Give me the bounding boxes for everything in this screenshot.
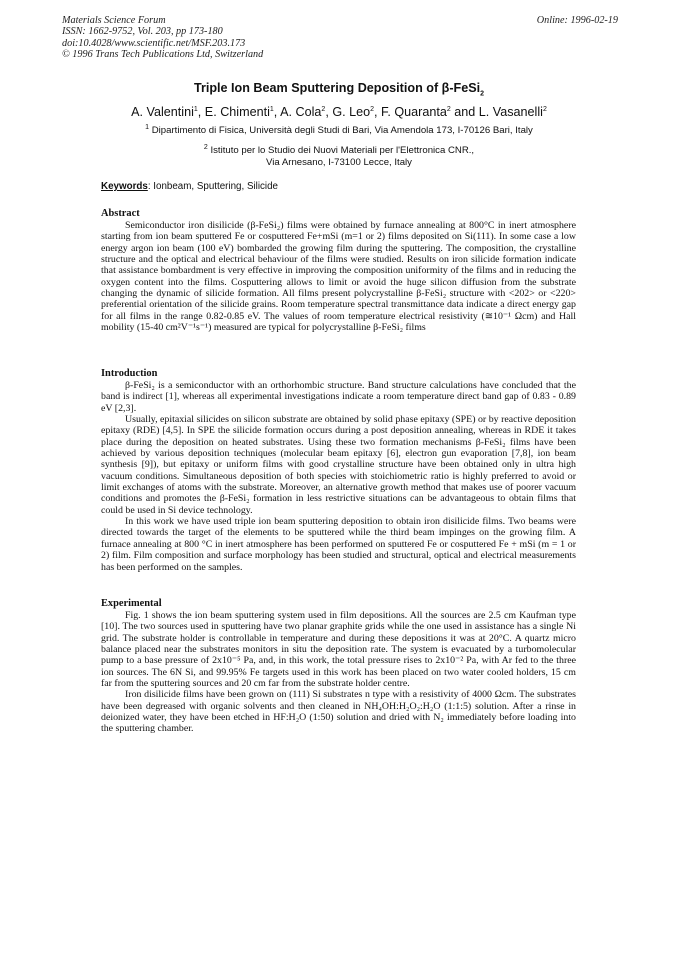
online-date: Online: 1996-02-19: [536, 15, 618, 26]
introduction-heading: Introduction: [101, 368, 158, 379]
paper-title-text: Triple Ion Beam Sputtering Deposition of β-FeSi: [193, 81, 481, 95]
affiliation-2: $^2$ Istituto per lo Studio dei Nuovi Materiali per l'Elettronica CNR., Via Arnesano, I-73100 Lecce, Italy: [203, 143, 475, 168]
experimental-section: [101, 598, 576, 735]
affiliation-1: $^1$ Dipartimento di Fisica, Università degli Studi di Bari, Via Amendola 173, I-70126 Bari, Italy: [145, 123, 533, 136]
paragraph: Iron disilicide films have been grown on (111) Si substrates n type with a resistivity of 4000 Ωcm. The substrates have been degreased with organic solvents and then cleaned in NH₄OH:H₂O₂:H₂O (1:1:5) solution. After a rinse in deionized water, they have been etched in HF:H₂O (1:50) solution and dried with N₂ immediately before loading into the sputtering chamber.: [101, 689, 576, 735]
author: E. Chimenti$^1$,: [204, 105, 281, 119]
author: A. Valentini$^1$,: [131, 105, 205, 119]
keywords: [101, 181, 278, 192]
paper-title-subscript: 2: [480, 90, 485, 98]
author-list: [0, 105, 678, 119]
paragraph: Usually, epitaxial silicides on silicon substrate are obtained by solid phase epitaxy (SPE) or by reactive deposition epitaxy (RDE) [4,5]. In SPE the silicide formation occurs during a post deposition annealing, whereas in RDE it takes place during the deposition on heated substrates. Using these two formation mechanisms β-FeSi₂ films have been achieved by various deposition techniques (molecular beam epitaxy [6], electron gun evaporation [7,8], ion beam synthesis [9]), but epitaxy or uniform films with good crystalline structure have been obtained only in ultra high vacuum conditions. Simultaneous deposition of both species with stoichiometric ratio is highly preferred to avoid or limit exchanges of atoms with the substrate. Moreover, an alternative growth method that makes use of poorer vacuum conditions and promotes the β-FeSi₂ formation in less restrictive situations can be advantageous to obtain films that could be used in Si device technology.: [101, 414, 576, 516]
author: A. Cola$^2$,: [280, 105, 333, 119]
doi-line[interactable]: doi:10.4028/www.scientific.net/MSF.203.173: [62, 37, 246, 49]
journal-header: [62, 15, 263, 61]
author: L. Vasanelli$^2$: [478, 105, 547, 119]
paragraph: β-FeSi₂ is a semiconductor with an orthorhombic structure. Band structure calculations have concluded that the band is indirect [1], whereas all experimental investigations indicate a room temperature direct band gap of 0.83 - 0.89 eV [2,3].: [101, 380, 576, 414]
experimental-heading: Experimental: [101, 598, 162, 609]
author: G. Leo$^2$,: [332, 105, 382, 119]
keywords-text: : Ionbeam, Sputtering, Silicide: [147, 181, 278, 192]
paragraph: In this work we have used triple ion beam sputtering deposition to obtain iron disilicide films. Two beams were directed towards the target of the elements to be sputtered while the third beam impinges on the growing film. A furnace annealing at 800 °C in inert atmosphere has been performed on sputtered Fe or cosputtered Fe + mSi (m = 1 or 2) film. Film composition and surface morphology has been studied and structural, optical and electrical measurements has been performed on the samples.: [101, 516, 576, 573]
keywords-label: Keywords: [101, 181, 148, 192]
abstract-heading: Abstract: [101, 208, 140, 219]
copyright-line: © 1996 Trans Tech Publications Ltd, Switzerland: [62, 49, 264, 61]
introduction-section: [101, 368, 576, 573]
journal-name: Materials Science Forum: [62, 15, 166, 26]
author: F. Quaranta$^2$ and: [381, 105, 479, 119]
abstract-text: Semiconductor iron disilicide (β-FeSi₂) films were obtained by furnace annealing at 800°C in inert atmosphere starting from ion beam sputtered Fe or cosputtered Fe+mSi (m=1 or 2) films deposited on Si(111). In some case a low energy argon ion beam (100 eV) bombarded the growing film during the sputtering. The composition, the crystalline structure and the optical and electrical behaviour of the films were studied. Results on iron silicide formation indicate that assistance bombardment is very effective in improving the composition uniformity of the films and in reducing the oxygen content into the films. Cosputtering allows to limit or avoid the huge silicon diffusion from the substrate changing the dynamic of silicide formation. All films present polycrystalline β-FeSi₂ structure with <202> or <220> preferential orientation of the silicide grains. Room temperature spectral transmittance data indicate a direct energy gap for all films in the range 0.82-0.85 eV. The values of room temperature electrical resistivity (≅10⁻¹ Ωcm) and Hall mobility (15-40 cm²V⁻¹s⁻¹) measured are typical for polycrystalline β-FeSi₂ films: [101, 220, 576, 334]
issn-line: ISSN: 1662-9752, Vol. 203, pp 173-180: [62, 26, 223, 38]
paragraph: Fig. 1 shows the ion beam sputtering system used in film depositions. All the sources are 2.5 cm Kaufman type [10]. The two sources used in sputtering have two planar graphite grids while the one used in assistance has a single Ni grid. The substrate holder is controllable in temperature and during these depositions it was at 20°C. A quartz micro balance placed near the substrates monitors in situ the deposition rate. The system is evacuated by a turbomolecular pump to a base pressure of 2x10⁻⁵ Pa, and, in this work, the total pressure rises to 2x10⁻² Pa, with Ar fed to the three ion sources. The 6N Si, and 99.95% Fe targets used in this work has been placed on two water cooled holders, 15 cm far from the sputtering sources and 20 cm far from the substrate holder centre.: [101, 610, 576, 690]
abstract-section: [101, 208, 576, 333]
paper-title: [0, 81, 678, 98]
